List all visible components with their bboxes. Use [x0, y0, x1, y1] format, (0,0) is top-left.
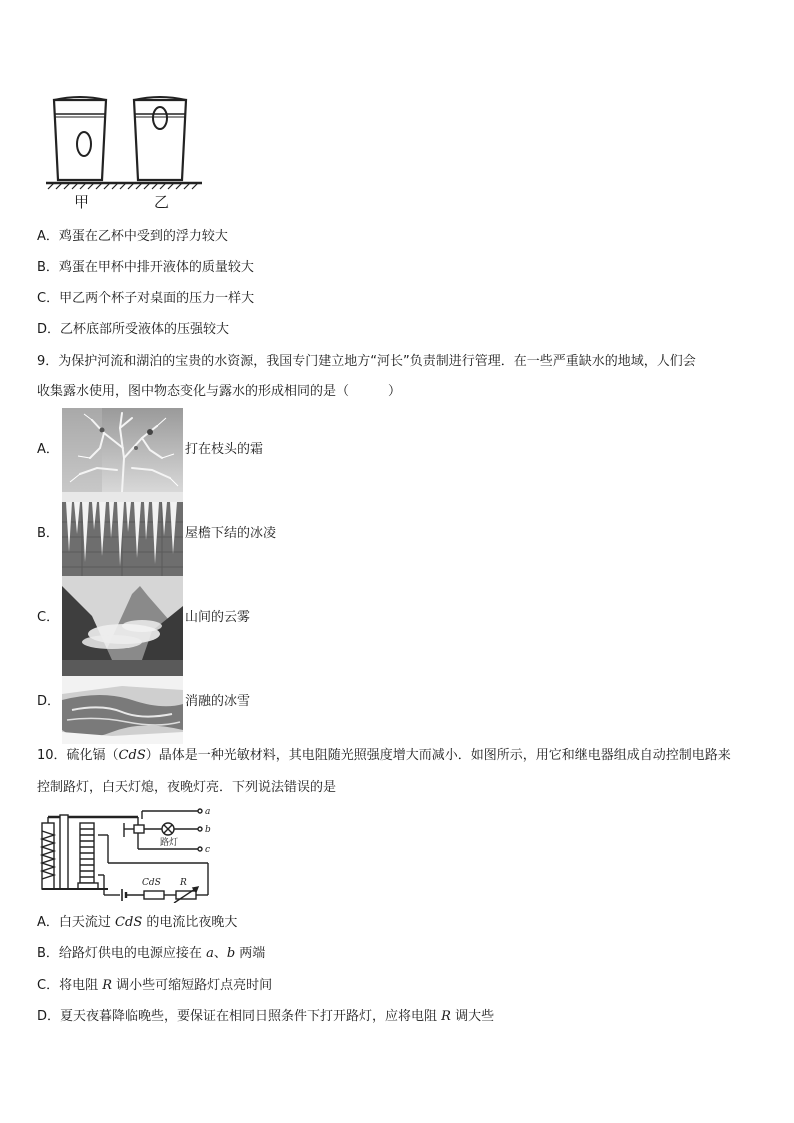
- terminal-c-label: c: [205, 845, 211, 855]
- q9-option-c: C． 山间的云雾: [37, 576, 337, 660]
- q10-option-a: A．白天流过 CdS 的电流比夜晚大: [37, 915, 238, 930]
- mountain-fog-photo: [62, 576, 183, 660]
- q8-option-d: D．乙杯底部所受液体的压强较大: [37, 322, 230, 337]
- terminal-b-label: b: [205, 825, 211, 835]
- frost-photo: [62, 408, 183, 492]
- q9-option-a: A． 打在枝头的霜: [37, 408, 337, 492]
- melting-snow-photo: [62, 660, 183, 744]
- q9-stem-line1: 9．为保护河流和湖泊的宝贵的水资源，我国专门建立地方“河长”负责制进行管理．在一些严重缺水的地域，人们会: [37, 354, 696, 369]
- resistor-r-label: R: [180, 878, 187, 888]
- q10-option-b: B．给路灯供电的电源应接在 a、b 两端: [37, 946, 266, 961]
- cups-diagram: [44, 92, 204, 214]
- q9-option-b: B． 屋檐下结的冰凌: [37, 492, 337, 576]
- lamp-label: 路灯: [160, 838, 179, 848]
- q8-option-b: B．鸡蛋在甲杯中排开液体的质量较大: [37, 260, 254, 275]
- q8-option-a: A．鸡蛋在乙杯中受到的浮力较大: [37, 229, 228, 244]
- relay-circuit-diagram: [38, 803, 218, 903]
- q10-stem-line1: 10．硫化镉（CdS）晶体是一种光敏材料，其电阻随光照强度增大而减小．如图所示，用它和继电器组成自动控制电路来: [37, 748, 731, 763]
- cds-label: CdS: [142, 878, 161, 888]
- q10-option-d: D．夏天夜暮降临晚些，要保证在相同日照条件下打开路灯，应将电阻 R 调大些: [37, 1009, 495, 1024]
- q9-stem-line2: 收集露水使用，图中物态变化与露水的形成相同的是（ ）: [37, 384, 402, 399]
- cups-figure: [44, 92, 204, 214]
- q10-stem-line2: 控制路灯，白天灯熄，夜晚灯亮．下列说法错误的是: [37, 780, 337, 795]
- icicles-photo: [62, 492, 183, 576]
- terminal-a-label: a: [205, 807, 211, 817]
- cup-label-right: 乙: [154, 193, 170, 211]
- q9-option-d: D． 消融的冰雪: [37, 660, 337, 744]
- q8-option-c: C．甲乙两个杯子对桌面的压力一样大: [37, 291, 255, 306]
- cup-label-left: 甲: [74, 193, 90, 211]
- q10-option-c: C．将电阻 R 调小些可缩短路灯点亮时间: [37, 978, 273, 993]
